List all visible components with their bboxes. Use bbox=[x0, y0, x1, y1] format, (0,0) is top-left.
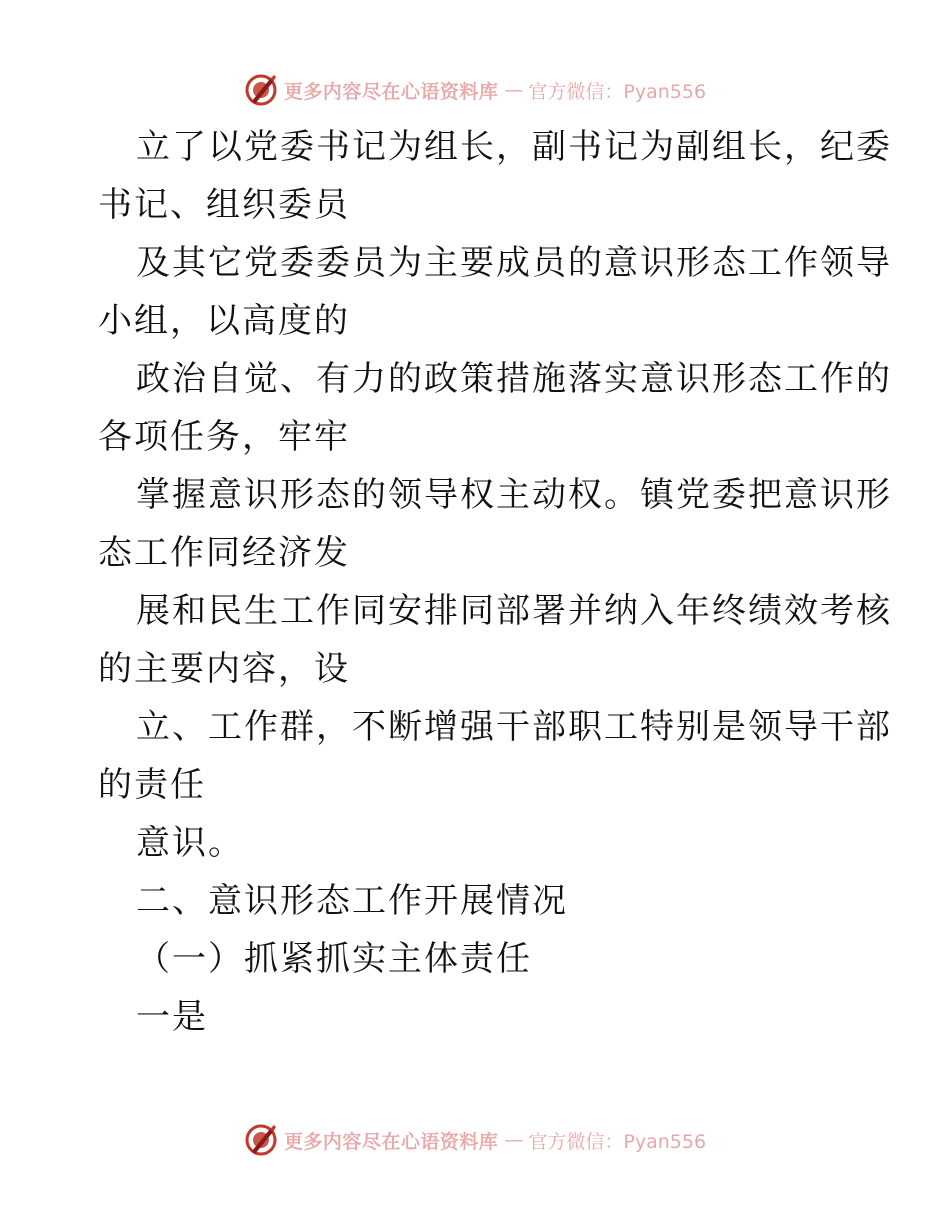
banner-wechat-text: 官方微信：Pyan556 bbox=[528, 1130, 707, 1153]
body-line: 各项任务，牢牢 bbox=[98, 417, 350, 457]
pen-seal-logo-icon bbox=[244, 1123, 278, 1157]
body-line: 展和民生工作同安排同部署并纳入年终绩效考核 bbox=[136, 591, 892, 631]
pen-seal-logo-icon bbox=[244, 73, 278, 107]
body-line: 政治自觉、有力的政策措施落实意识形态工作的 bbox=[136, 359, 892, 399]
banner-separator: — bbox=[504, 79, 523, 101]
footer-banner bbox=[0, 1118, 950, 1162]
body-line: 立、工作群，不断增强干部职工特别是领导干部 bbox=[136, 707, 892, 747]
body-line: 的责任 bbox=[98, 765, 206, 805]
body-line: 及其它党委委员为主要成员的意识形态工作领导 bbox=[136, 243, 892, 283]
banner-brand-text: 更多内容尽在心语资料库 bbox=[283, 80, 499, 103]
document-body bbox=[98, 118, 892, 1046]
banner-brand-text: 更多内容尽在心语资料库 bbox=[283, 1130, 499, 1153]
header-banner bbox=[0, 68, 950, 112]
body-line: 小组，以高度的 bbox=[98, 301, 350, 341]
body-line: 掌握意识形态的领导权主动权。镇党委把意识形 bbox=[136, 475, 892, 515]
body-line: 态工作同经济发 bbox=[98, 533, 350, 573]
body-line: 书记、组织委员 bbox=[98, 185, 350, 225]
body-line: 意识。 bbox=[136, 823, 244, 863]
banner-separator: — bbox=[504, 1129, 523, 1151]
subsection-heading: （一）抓紧抓实主体责任 bbox=[136, 939, 532, 979]
banner-wechat-text: 官方微信：Pyan556 bbox=[528, 80, 707, 103]
body-line: 一是 bbox=[136, 997, 208, 1037]
body-line: 的主要内容，设 bbox=[98, 649, 350, 689]
section-heading: 二、意识形态工作开展情况 bbox=[136, 881, 568, 921]
body-line: 立了以党委书记为组长，副书记为副组长，纪委 bbox=[136, 127, 892, 167]
